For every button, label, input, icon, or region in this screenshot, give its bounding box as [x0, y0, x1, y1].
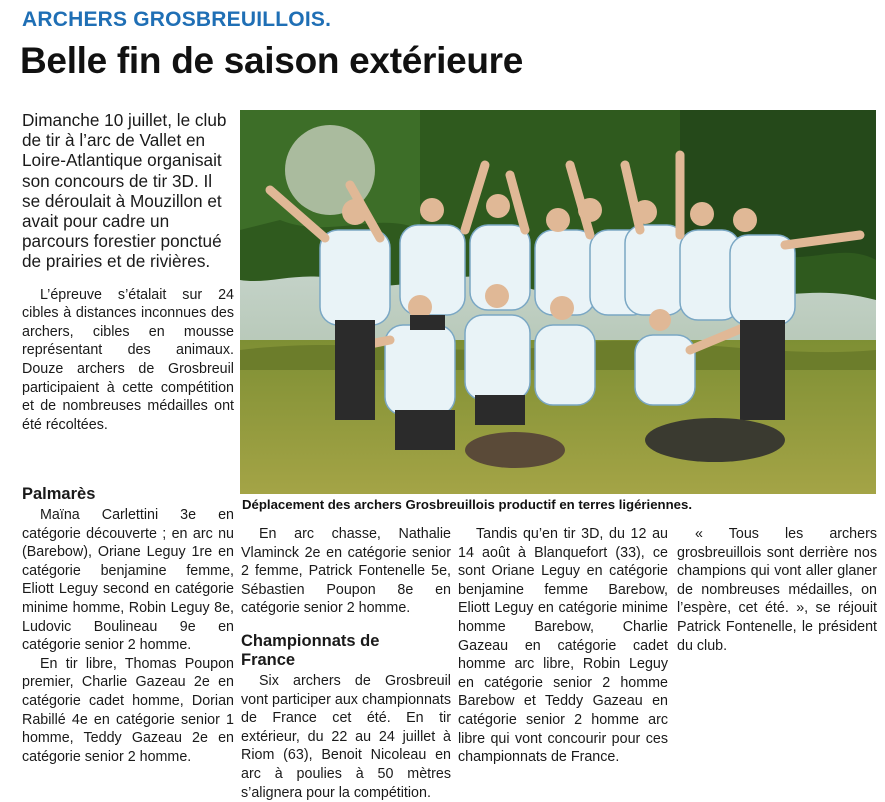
- column-2: [241, 525, 451, 802]
- team-photo-illustration: [240, 110, 876, 494]
- column-1-bottom: [22, 485, 234, 766]
- kicker: ARCHERS GROSBREUILLOIS.: [22, 8, 332, 31]
- championnats-paragraph-1: Six archers de Grosbreuil vont participer aux championnats de France cet été. En tir extérieur, du 22 au 24 juillet à Riom (63), Benoit Nicoleau en arc à poulies à 50 mètres s’alignera pour la compétition.: [241, 672, 451, 801]
- palmares-heading: Palmarès: [22, 485, 96, 503]
- palmares-paragraph-1: Maïna Carlettini 3e en catégorie découverte ; en arc nu (Barebow), Oriane Leguy 1re en catégorie benjamine femme, Eliott Leguy second en catégorie minime homme, Robin Leguy 8e, Ludovic Boulineau 9e en catégorie senior 2 homme.: [22, 507, 234, 654]
- championnats-heading: Championnats de France: [241, 631, 380, 669]
- column-3: [458, 525, 668, 767]
- paragraph-epreuve: L’épreuve s’étalait sur 24 cibles à distances inconnues des archers, cibles en mousse représentant des animaux. Douze archers de Grosbreuil participaient à cette compétition et de nombreuses médailles ont été récoltées.: [22, 286, 234, 433]
- headline: Belle fin de saison extérieure: [20, 40, 524, 81]
- lead-paragraph: Dimanche 10 juillet, le club de tir à l’arc de Vallet en Loire-Atlantique organisait son concours de tir 3D. Il se déroulait à Mouzillon et avait pour cadre un parcours forestier ponctué de prairies et de rivières.: [22, 110, 227, 272]
- photo-caption: Déplacement des archers Grosbreuillois productif en terres ligériennes.: [242, 497, 692, 512]
- palmares-paragraph-2: En tir libre, Thomas Poupon premier, Charlie Gazeau 2e en catégorie cadet homme, Dorian Rabillé 4e en catégorie senior 1 homme, Teddy Gazeau 2e en catégorie senior 2 homme.: [22, 655, 234, 765]
- championnats-paragraph-2: Tandis qu’en tir 3D, du 12 au 14 août à Blanquefort (33), ce sont Oriane Leguy en catégorie benjamine femme Barebow, Eliott Leguy en catégorie minime homme Barebow, Charlie Gazeau en catégorie cadet homme arc libre, Robin Leguy en catégorie senior 2 homme Barebow et Teddy Gazeau en catégorie senior 2 homme arc libre qui vont concourir pour ces championnats de France.: [458, 526, 668, 766]
- palmares-paragraph-3: En arc chasse, Nathalie Vlaminck 2e en catégorie senior 2 femme, Patrick Fontenelle 5e, Sébastien Poupon 8e en catégorie senior 2 homme.: [241, 526, 451, 617]
- president-quote: « Tous les archers grosbreuillois sont derrière nos champions qui vont aller glaner de nombreuses médailles, on l’espère, cet été. », se réjouit Patrick Fontenelle, le président du club.: [677, 526, 877, 654]
- column-4: [677, 525, 877, 655]
- team-photo: [240, 110, 876, 494]
- article-lead-column: [22, 110, 234, 434]
